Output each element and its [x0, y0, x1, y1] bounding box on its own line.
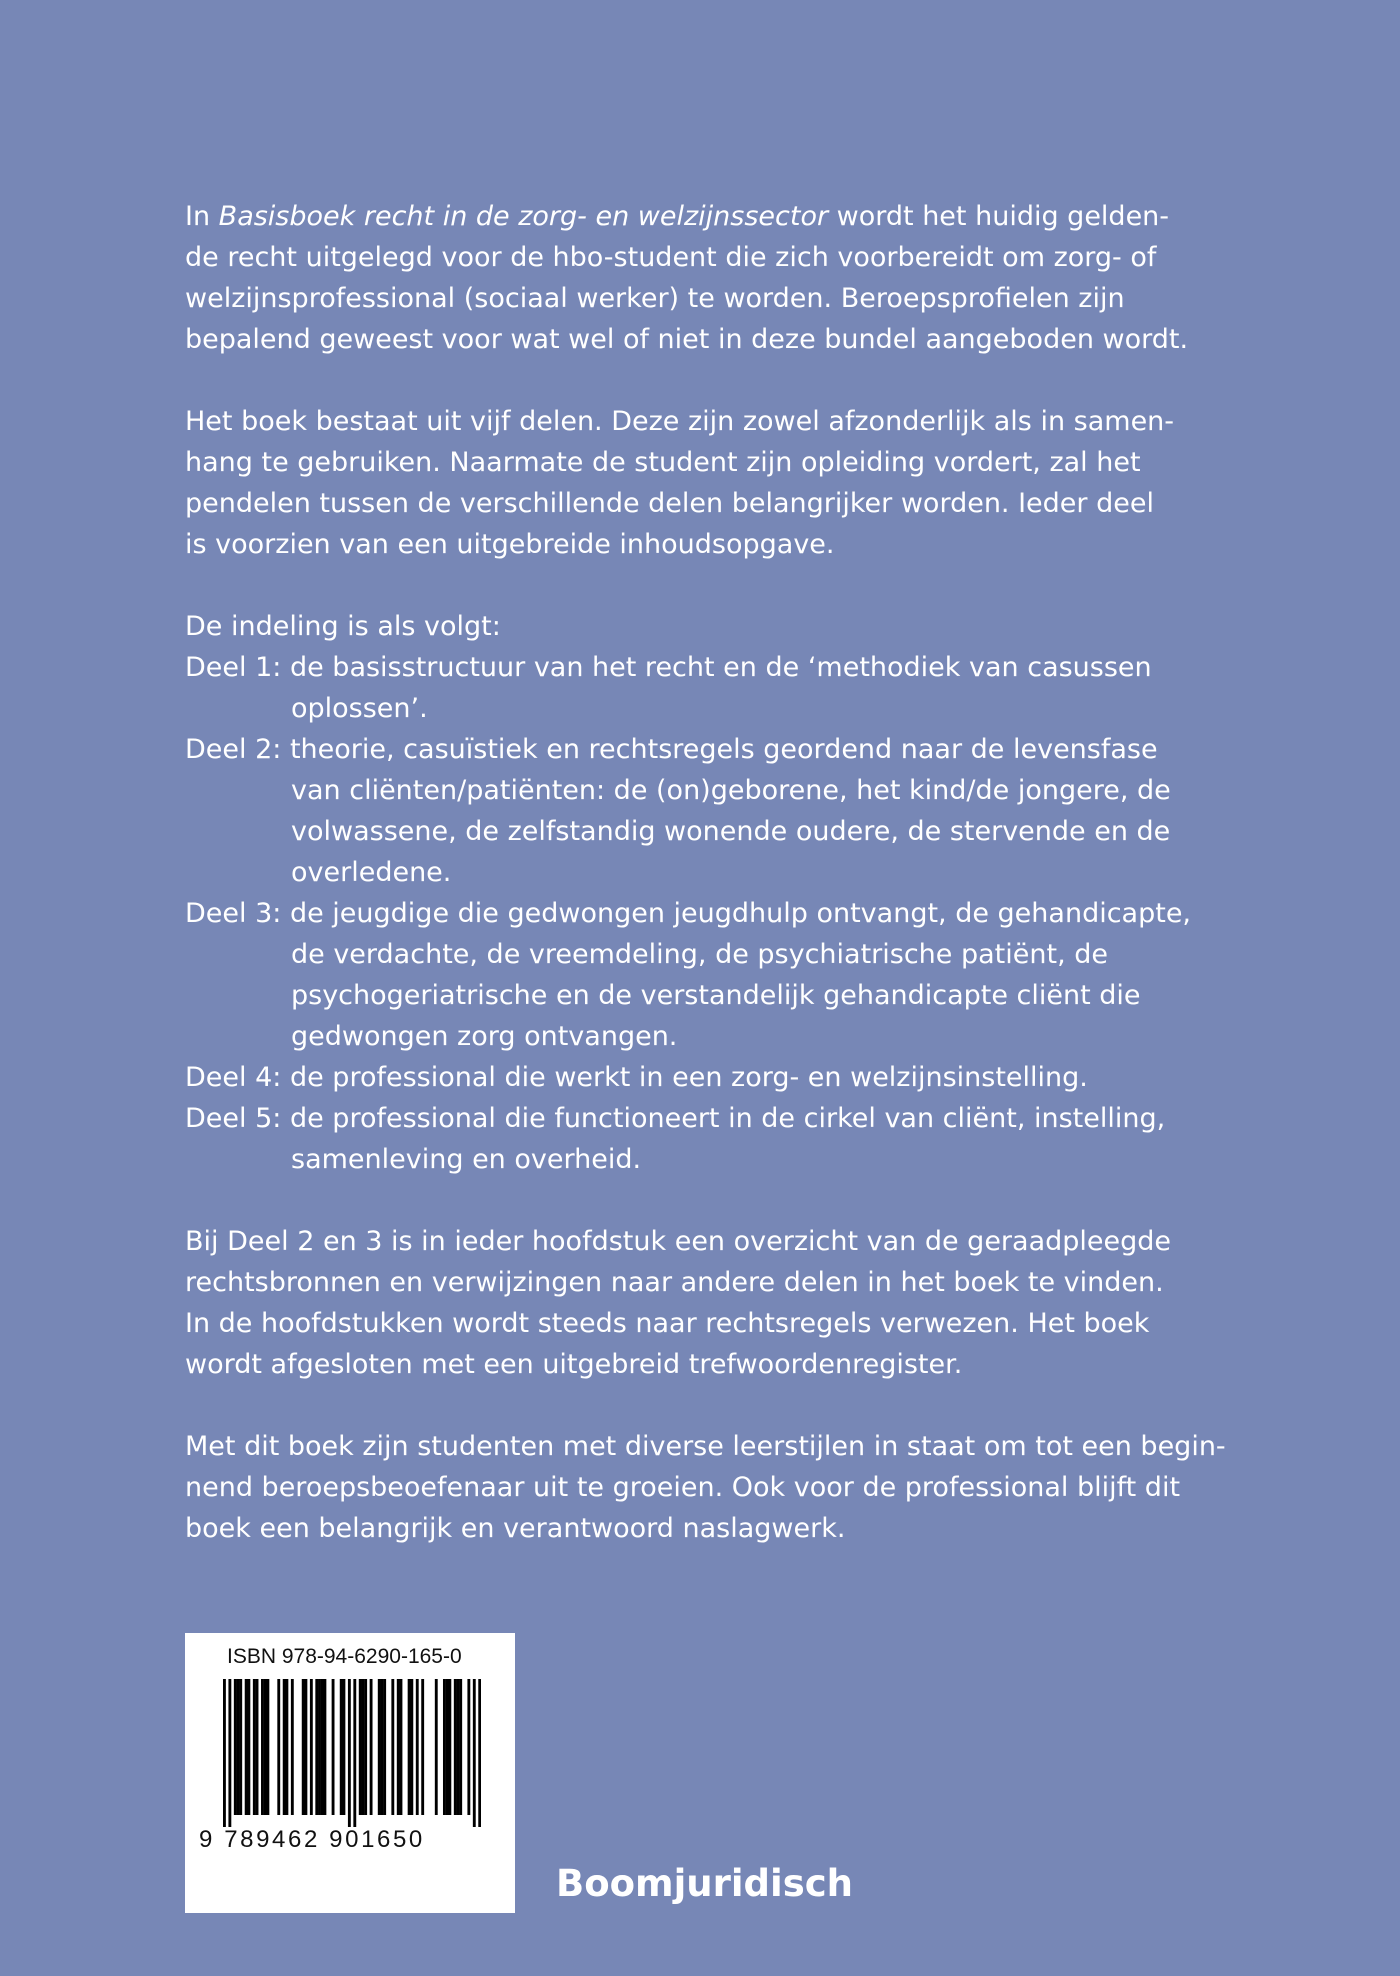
part-1-line — [185, 647, 1225, 688]
text-line: hang te gebruiken. Naarmate de student zijn opleiding vordert, zal het — [185, 447, 1141, 478]
book-title: Basisboek recht in de zorg- en welzijnssector — [218, 201, 829, 232]
text-line: de recht uitgelegd voor de hbo-student die zich voorbereidt om zorg- of — [185, 242, 1157, 273]
barcode-bar — [285, 1679, 288, 1815]
part-2-continuation: overledene. — [291, 857, 452, 888]
barcode-bar — [370, 1679, 373, 1815]
text-line: boek een belangrijk en verantwoord naslagwerk. — [185, 1513, 846, 1544]
paragraph-intro — [185, 196, 1225, 360]
barcode-bar — [321, 1679, 324, 1815]
part-3-line — [185, 893, 1225, 934]
part-text: de professional die werkt in een zorg- en welzijnsinstelling. — [289, 1062, 1088, 1093]
barcode-bar — [310, 1679, 313, 1815]
part-label: Deel 1: — [185, 652, 282, 683]
barcode-bar — [383, 1679, 386, 1815]
barcode-bar — [443, 1679, 446, 1815]
text-line: is voorzien van een uitgebreide inhoudsopgave. — [185, 529, 835, 560]
barcode-bar — [459, 1679, 462, 1815]
barcode-bar — [473, 1679, 476, 1827]
barcode-bar — [253, 1679, 256, 1815]
barcode-bar — [342, 1679, 345, 1815]
barcode-bar — [228, 1679, 231, 1827]
barcode-bar — [261, 1679, 264, 1815]
text-line: wordt afgesloten met een uitgebreid trefwoordenregister. — [185, 1349, 963, 1380]
part-3-continuation: de verdachte, de vreemdeling, de psychiatrische patiënt, de — [291, 939, 1108, 970]
barcode-bar — [277, 1679, 280, 1815]
barcode-bar — [223, 1679, 226, 1827]
barcode-bar — [266, 1679, 269, 1815]
barcode-bar — [421, 1679, 424, 1815]
barcode-bar — [247, 1679, 250, 1815]
barcode-bar — [467, 1679, 470, 1815]
barcode-bar — [323, 1679, 326, 1815]
publisher-logo: Boomjuridisch — [556, 1862, 854, 1905]
paragraph-structure — [185, 401, 1225, 565]
barcode-bar — [302, 1679, 305, 1815]
part-1-continuation: oplossen’. — [291, 693, 428, 724]
barcode-bar — [448, 1679, 451, 1815]
barcode-bar — [304, 1679, 307, 1815]
barcode-bar — [454, 1679, 457, 1815]
barcode-bar — [378, 1679, 381, 1815]
barcode-bar — [245, 1679, 248, 1815]
barcode-bar — [237, 1679, 240, 1815]
part-5-line — [185, 1098, 1225, 1139]
part-text: de jeugdige die gedwongen jeugdhulp ontvangt, de gehandicapte, — [289, 898, 1192, 929]
part-label: Deel 2: — [185, 734, 282, 765]
barcode-bar — [400, 1679, 403, 1815]
barcode-bar — [478, 1679, 481, 1827]
text-line: welzijnsprofessional (sociaal werker) te worden. Beroepsprofielen zijn — [185, 283, 1125, 314]
part-label: Deel 3: — [185, 898, 282, 929]
barcode-bar — [332, 1679, 335, 1815]
barcode-bar — [364, 1679, 367, 1815]
part-text: de professional die functioneert in de cirkel van cliënt, instelling, — [289, 1103, 1166, 1134]
barcode-bar — [381, 1679, 384, 1815]
barcode-bar — [234, 1679, 237, 1815]
barcode-bar — [264, 1679, 267, 1815]
paragraph-parts — [185, 606, 1225, 1180]
part-4-line — [185, 1057, 1225, 1098]
part-label: Deel 4: — [185, 1062, 282, 1093]
barcode-bar — [291, 1679, 294, 1815]
isbn-barcode — [185, 1633, 515, 1913]
barcode-bar — [362, 1679, 365, 1815]
barcode-bars — [223, 1679, 481, 1827]
part-2-continuation: volwassene, de zelfstandig wonende oudere, de stervende en de — [291, 816, 1171, 847]
barcode-bar — [359, 1679, 362, 1815]
barcode-bar — [435, 1679, 438, 1815]
isbn-label: ISBN 978-94-6290-165-0 — [227, 1645, 462, 1668]
parts-intro: De indeling is als volgt: — [185, 611, 501, 642]
paragraph-closing — [185, 1426, 1225, 1549]
part-2-continuation: van cliënten/patiënten: de (on)geborene, het kind/de jongere, de — [291, 775, 1171, 806]
text-line: Bij Deel 2 en 3 is in ieder hoofdstuk een overzicht van de geraadpleegde — [185, 1226, 1172, 1257]
text-line: Met dit boek zijn studenten met diverse leerstijlen in staat om tot een begin- — [185, 1431, 1226, 1462]
text-line — [185, 196, 1225, 237]
paragraph-sources — [185, 1221, 1225, 1385]
part-text: de basisstructuur van het recht en de ‘methodiek van casussen — [289, 652, 1152, 683]
part-label: Deel 5: — [185, 1103, 282, 1134]
barcode-bar — [315, 1679, 318, 1815]
text-fragment: wordt het huidig gelden- — [828, 201, 1170, 232]
barcode-bar — [408, 1679, 411, 1815]
barcode-bar — [340, 1679, 343, 1815]
barcode-bar — [446, 1679, 449, 1815]
part-3-continuation: gedwongen zorg ontvangen. — [291, 1021, 678, 1052]
barcode-bar — [416, 1679, 419, 1815]
text-fragment: In — [185, 201, 219, 232]
barcode-bar — [457, 1679, 460, 1815]
text-line: pendelen tussen de verschillende delen belangrijker worden. Ieder deel — [185, 488, 1154, 519]
barcode-bar — [239, 1679, 242, 1815]
barcode-bar — [348, 1679, 351, 1827]
ean-digits: 9 789462 901650 — [199, 1826, 425, 1853]
text-line: rechtsbronnen en verwijzingen naar andere delen in het boek te vinden. — [185, 1267, 1164, 1298]
part-3-continuation: psychogeriatrische en de verstandelijk gehandicapte cliënt die — [291, 980, 1141, 1011]
part-2-line — [185, 729, 1225, 770]
barcode-bar — [353, 1679, 356, 1827]
barcode-bar — [410, 1679, 413, 1815]
barcode-bar — [256, 1679, 259, 1815]
text-line: nend beroepsbeoefenaar uit te groeien. Ook voor de professional blijft dit — [185, 1472, 1181, 1503]
barcode-bar — [283, 1679, 286, 1815]
text-line: Het boek bestaat uit vijf delen. Deze zijn zowel afzonderlijk als in samen- — [185, 406, 1175, 437]
back-cover-text — [185, 196, 1225, 1590]
text-line: bepalend geweest voor wat wel of niet in deze bundel aangeboden wordt. — [185, 324, 1189, 355]
part-5-continuation: samenleving en overheid. — [291, 1144, 642, 1175]
part-text: theorie, casuïstiek en rechtsregels geordend naar de levensfase — [289, 734, 1158, 765]
barcode-bar — [391, 1679, 394, 1815]
barcode-bar — [318, 1679, 321, 1815]
barcode-bar — [397, 1679, 400, 1815]
text-line: In de hoofdstukken wordt steeds naar rechtsregels verwezen. Het boek — [185, 1308, 1150, 1339]
